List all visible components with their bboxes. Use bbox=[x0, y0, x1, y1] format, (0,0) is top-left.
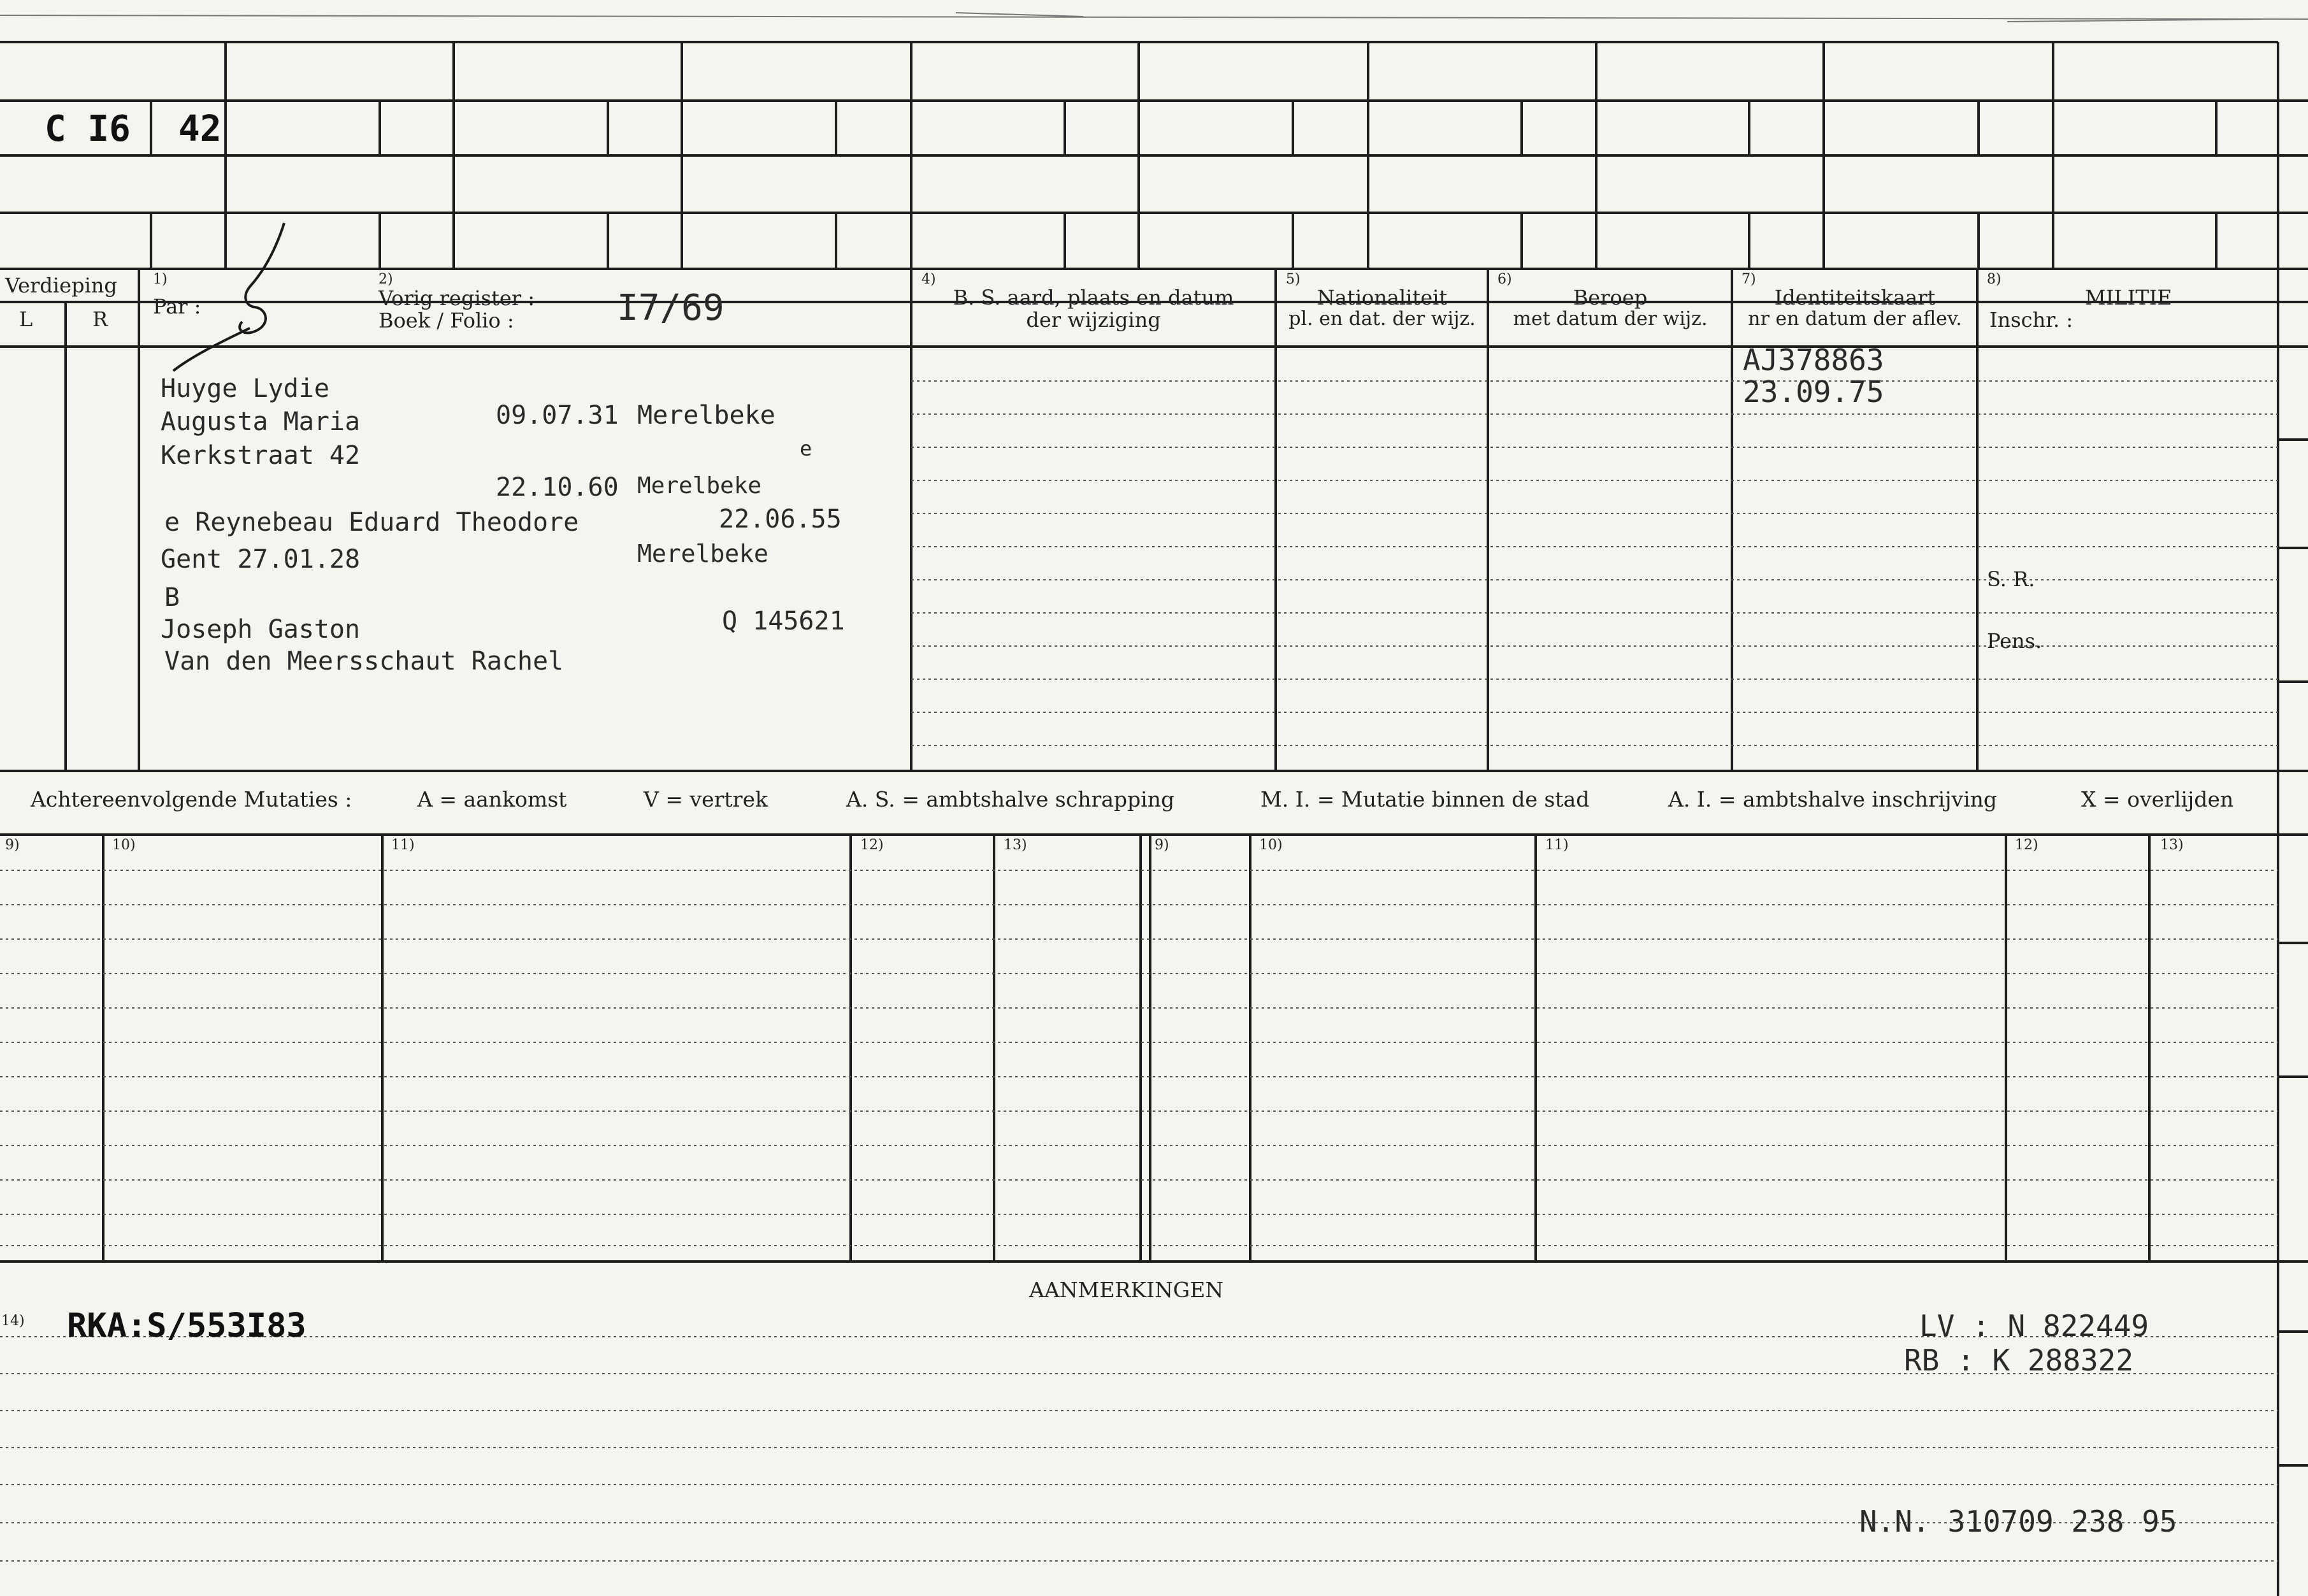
remarks-rka: RKA:S/553I83 bbox=[67, 1307, 307, 1345]
person-name: Huyge Lydie bbox=[161, 374, 329, 403]
section-code: C I6 bbox=[45, 108, 131, 150]
nat-header-line2: pl. en dat. der wijz. bbox=[1288, 308, 1476, 330]
vorig-label: Vorig register : bbox=[379, 286, 535, 310]
mut-col-10: 10) bbox=[112, 837, 136, 853]
nationality-code: B bbox=[164, 583, 180, 612]
legend-overlijden: X = overlijden bbox=[2081, 787, 2234, 812]
person-given-names: Augusta Maria bbox=[161, 407, 361, 436]
legend-title: Achtereenvolgende Mutaties : bbox=[31, 787, 352, 812]
boek-label: Boek / Folio : bbox=[379, 308, 514, 333]
address: Kerkstraat 42 bbox=[161, 441, 361, 470]
bs-num: 4) bbox=[921, 271, 936, 287]
id-header-line1: Identiteitskaart bbox=[1774, 285, 1936, 310]
mil-num: 8) bbox=[1987, 271, 2001, 287]
mut-col-9b: 9) bbox=[1155, 837, 1169, 853]
id-card-number: AJ378863 bbox=[1743, 343, 1884, 377]
legend-mutatie: M. I. = Mutatie binnen de stad bbox=[1260, 787, 1590, 812]
militie-sr-label: S. R. bbox=[1987, 567, 2035, 591]
mut-col-13b: 13) bbox=[2160, 837, 2184, 853]
militie-inschr-label: Inschr. : bbox=[1989, 308, 2074, 332]
militie-title: MILITIE bbox=[2085, 285, 2172, 310]
remarks-rb: RB : K 288322 bbox=[1904, 1343, 2134, 1377]
address-date: 22.10.60 bbox=[496, 473, 619, 502]
marriage-place: Merelbeke bbox=[637, 540, 768, 568]
mother-name: Van den Meersschaut Rachel bbox=[164, 647, 564, 676]
house-number: 42 bbox=[178, 108, 222, 150]
remarks-lv: LV : N 822449 bbox=[1919, 1309, 2149, 1343]
mut-col-10b: 10) bbox=[1259, 837, 1283, 853]
nat-num: 5) bbox=[1286, 271, 1301, 287]
legend-schrapping: A. S. = ambtshalve schrapping bbox=[846, 787, 1175, 812]
remarks-title: AANMERKINGEN bbox=[1029, 1277, 1224, 1302]
father-name: Joseph Gaston bbox=[161, 615, 361, 644]
mut-col-9: 9) bbox=[5, 837, 20, 853]
vorig-register-value: I7/69 bbox=[617, 287, 725, 329]
id-header-line2: nr en datum der aflev. bbox=[1748, 308, 1962, 330]
remarks-num: 14) bbox=[1, 1313, 25, 1329]
bs-header-line2: der wijziging bbox=[1026, 308, 1161, 332]
par-num: 1) bbox=[153, 271, 168, 287]
vorig-num: 2) bbox=[379, 271, 393, 287]
legend-aankomst: A = aankomst bbox=[417, 787, 567, 812]
address-place: Merelbeke bbox=[637, 473, 762, 499]
note-e: e bbox=[800, 436, 812, 461]
legend-inschrijving: A. I. = ambtshalve inschrijving bbox=[1668, 787, 1998, 812]
ber-header-line1: Beroep bbox=[1573, 285, 1648, 310]
nat-header-line1: Nationaliteit bbox=[1316, 285, 1448, 310]
par-label: Par : bbox=[153, 294, 201, 319]
militie-pens-label: Pens. bbox=[1987, 629, 2042, 653]
id-num: 7) bbox=[1742, 271, 1756, 287]
spouse-name: e Reynebeau Eduard Theodore bbox=[164, 508, 579, 537]
spouse-birth: Gent 27.01.28 bbox=[161, 545, 361, 574]
reference-code: Q 145621 bbox=[722, 607, 845, 636]
national-number: N.N. 310709 238 95 bbox=[1859, 1504, 2177, 1539]
bs-header-line1: B. S. aard, plaats en datum bbox=[953, 285, 1234, 310]
ber-header-line2: met datum der wijz. bbox=[1513, 308, 1708, 330]
birth-date: 09.07.31 bbox=[496, 401, 619, 430]
mut-col-11b: 11) bbox=[1545, 837, 1569, 853]
verdieping-label: Verdieping bbox=[5, 273, 117, 298]
col-r-label: R bbox=[92, 307, 108, 331]
id-card-date: 23.09.75 bbox=[1743, 375, 1884, 409]
birth-place: Merelbeke bbox=[637, 401, 775, 430]
mut-col-11: 11) bbox=[391, 837, 415, 853]
mut-col-12: 12) bbox=[860, 837, 884, 853]
mut-col-13: 13) bbox=[1004, 837, 1027, 853]
mut-col-12b: 12) bbox=[2015, 837, 2038, 853]
col-l-label: L bbox=[19, 307, 33, 331]
marriage-date: 22.06.55 bbox=[719, 505, 842, 534]
ber-num: 6) bbox=[1497, 271, 1512, 287]
legend-vertrek: V = vertrek bbox=[644, 787, 768, 812]
